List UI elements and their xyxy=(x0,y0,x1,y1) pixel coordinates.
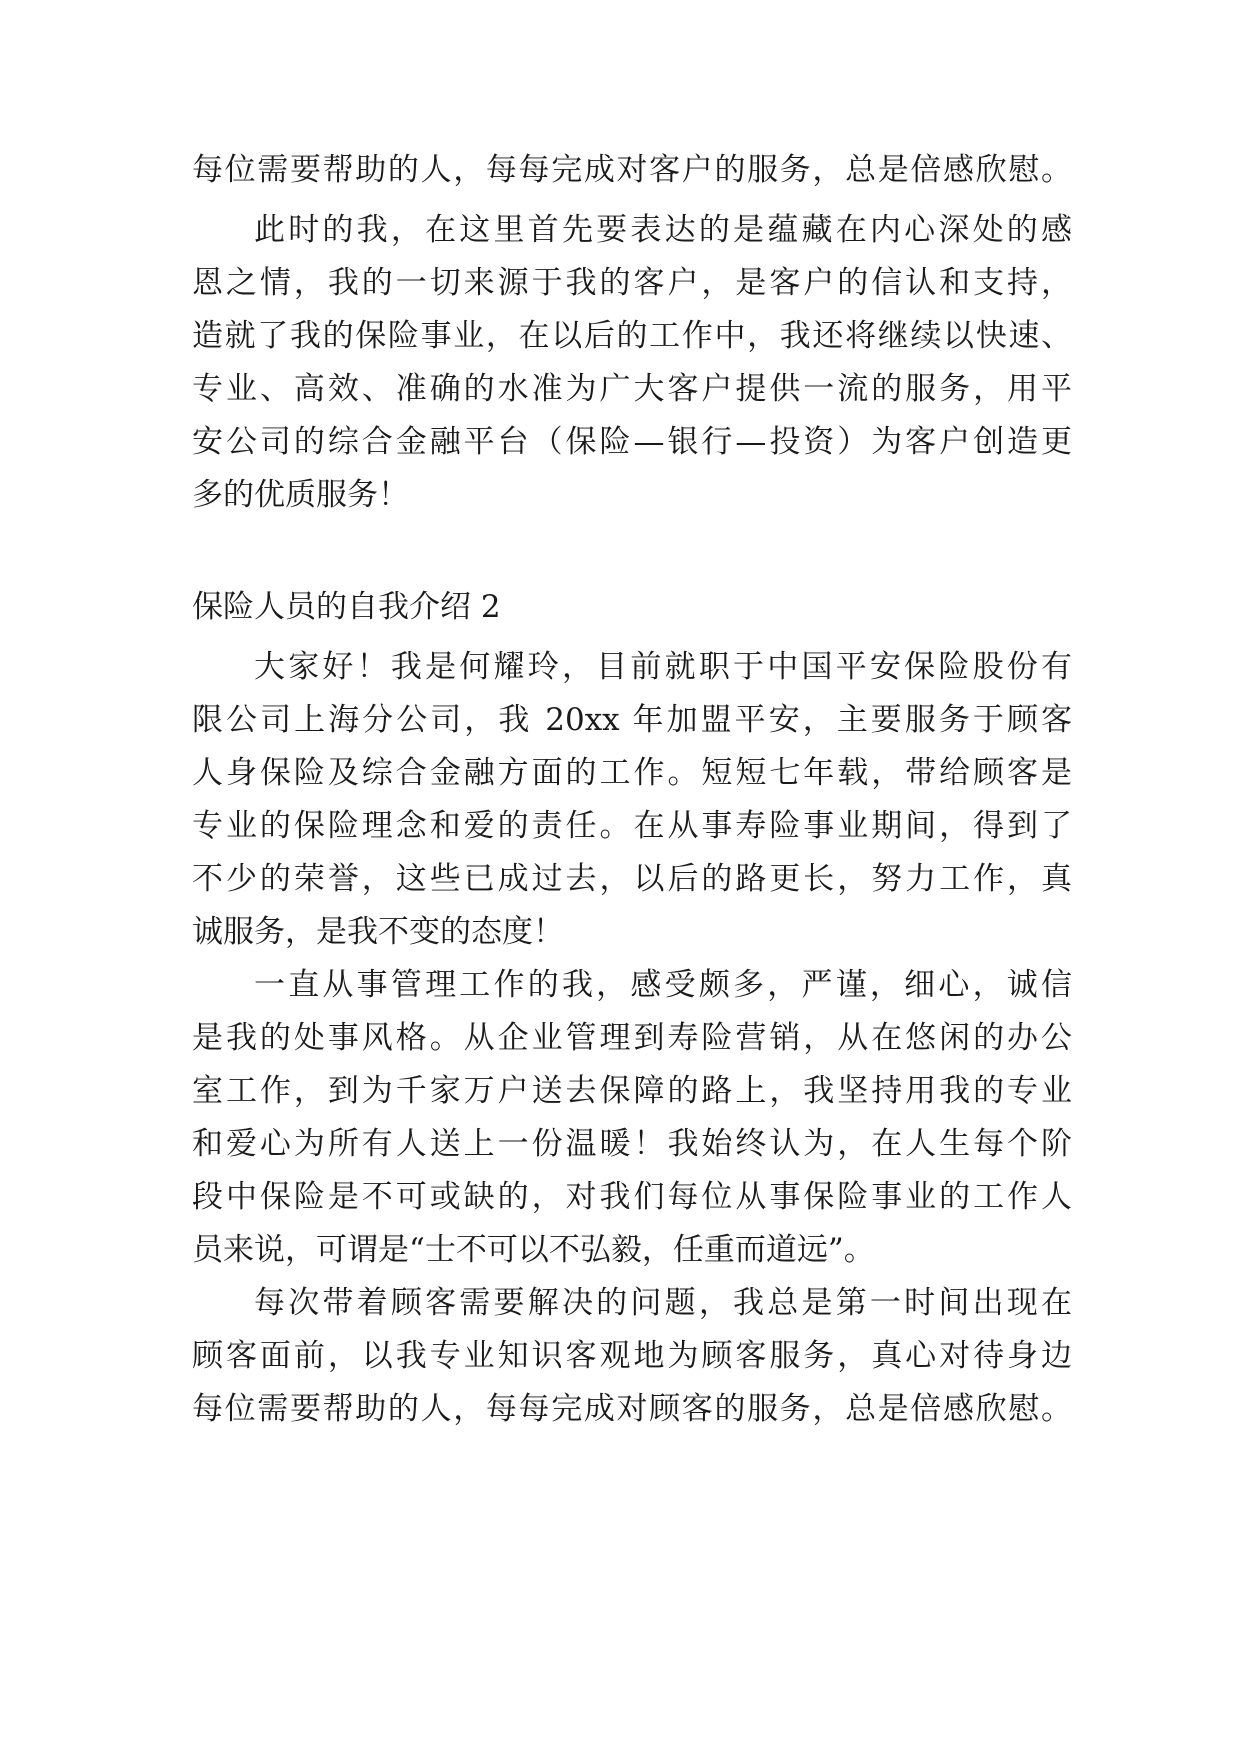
paragraph-line: 一直从事管理工作的我，感受颇多，严谨，细心，诚信 xyxy=(254,967,1072,1003)
paragraph-line: 是我的处事风格。从企业管理到寿险营销，从在悠闲的办公 xyxy=(192,1020,1072,1056)
paragraph-line: 专业、高效、准确的水准为广大客户提供一流的服务，用平 xyxy=(192,371,1072,407)
paragraph-line: 多的优质服务！ xyxy=(192,477,409,513)
section-heading: 保险人员的自我介绍 2 xyxy=(192,589,501,625)
paragraph-line: 此时的我，在这里首先要表达的是蕴藏在内心深处的感 xyxy=(254,212,1072,248)
paragraph-line: 不少的荣誉，这些已成过去，以后的路更长，努力工作，真 xyxy=(192,861,1072,897)
paragraph-line: 限公司上海分公司，我 20xx 年加盟平安，主要服务于顾客 xyxy=(192,702,1072,738)
paragraph-line: 每位需要帮助的人，每每完成对客户的服务，总是倍感欣慰。 xyxy=(192,152,1072,188)
paragraph-line: 员来说，可谓是“士不可以不弘毅，任重而道远”。 xyxy=(192,1232,875,1268)
paragraph-line: 造就了我的保险事业，在以后的工作中，我还将继续以快速、 xyxy=(192,318,1072,354)
paragraph-line: 大家好！我是何耀玲，目前就职于中国平安保险股份有 xyxy=(254,649,1072,685)
paragraph-line: 顾客面前，以我专业知识客观地为顾客服务，真心对待身边 xyxy=(192,1338,1072,1374)
paragraph-line: 室工作，到为千家万户送去保障的路上，我坚持用我的专业 xyxy=(192,1073,1072,1109)
paragraph-line: 诚服务，是我不变的态度！ xyxy=(192,914,564,950)
paragraph-line: 安公司的综合金融平台（保险—银行—投资）为客户创造更 xyxy=(192,424,1072,460)
paragraph-line: 专业的保险理念和爱的责任。在从事寿险事业期间，得到了 xyxy=(192,808,1072,844)
paragraph-line: 人身保险及综合金融方面的工作。短短七年载，带给顾客是 xyxy=(192,755,1072,791)
paragraph-line: 和爱心为所有人送上一份温暖！我始终认为，在人生每个阶 xyxy=(192,1126,1072,1162)
paragraph-line: 每次带着顾客需要解决的问题，我总是第一时间出现在 xyxy=(254,1285,1072,1321)
paragraph-line: 段中保险是不可或缺的，对我们每位从事保险事业的工作人 xyxy=(192,1179,1072,1215)
paragraph-line: 每位需要帮助的人，每每完成对顾客的服务，总是倍感欣慰。 xyxy=(192,1391,1072,1427)
paragraph-line: 恩之情，我的一切来源于我的客户，是客户的信认和支持， xyxy=(192,265,1072,301)
